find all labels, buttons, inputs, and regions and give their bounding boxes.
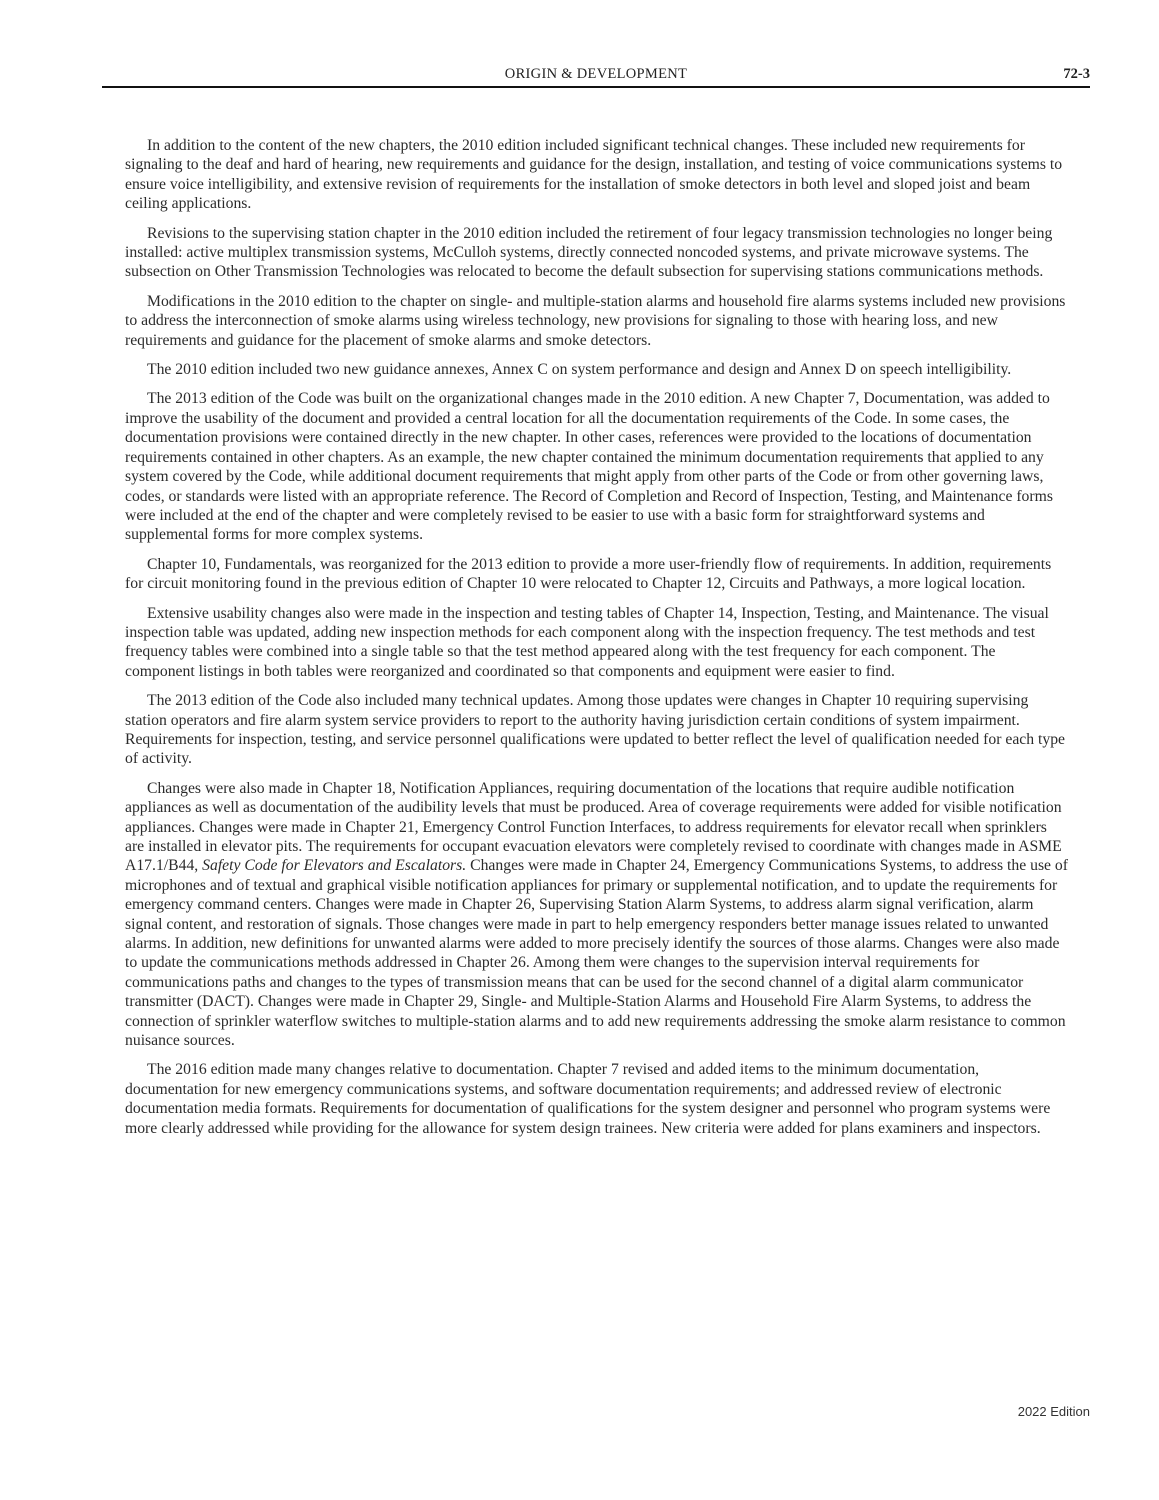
paragraph: The 2016 edition made many changes relative to documentation. Chapter 7 revised and added items to the minimum documentation, documentation for new emergency communications systems, and software documentation requirements; and addressed review of electronic documentation media formats. Requirements for documentation of qualifications for the system designer and personnel who program systems were more clearly addressed while providing for the allowance for system design trainees. New criteria were added for plans examiners and inspectors. xyxy=(125,1061,1051,1137)
running-header xyxy=(102,66,1090,88)
paragraph-text: Changes were also made in Chapter 18, Notification Appliances, requiring documentation of the locations that require audible notification appliances as well as documentation of the audibility levels that must be produced. Area of coverage requirements were added for visible notification appliances. Changes were made in Chapter 21, Emergency Control Function Interfaces, to address requirements for elevator recall when sprinklers are installed in elevator pits. The requirements for occupant evacuation elevators were completely revised to coordinate with changes made in ASME A17.1/B44, xyxy=(125,779,1062,875)
header-title: ORIGIN & DEVELOPMENT xyxy=(504,66,688,82)
paragraph: Chapter 10, Fundamentals, was reorganized for the 2013 edition to provide a more user-friendly flow of requirements. In addition, requirements for circuit monitoring found in the previous edition of Chapter 10 were relocated to Chapter 12, Circuits and Pathways, a more logical location. xyxy=(125,555,1052,593)
paragraph-text: Changes were made in Chapter 24, Emergency Communications Systems, to address the use of microphones and of textual and graphical visible notification appliances for primary or supplemental notification, and to update the requirements for emergency command centers. Changes were made in Chapter 26, Supervising Station Alarm Systems, to address alarm signal verification, alarm signal content, and restoration of signals. Those changes were made in part to help emergency responders better manage issues related to unwanted alarms. In addition, new definitions for unwanted alarms were added to more precisely identify the sources of those alarms. Changes were also made to update the communications methods addressed in Chapter 26. Among them were changes to the supervision interval requirements for communications paths and changes to the types of transmission means that can be used for the second channel of a digital alarm communicator transmitter (DACT). Changes were made in Chapter 29, Single- and Multiple-Station Alarms and Household Fire Alarm Systems, to address the connection of sprinkler waterflow switches to multiple-station alarms and to add new requirements addressing the smoke alarm resistance to common nuisance sources. xyxy=(125,857,1068,1050)
paragraph-chapter-changes xyxy=(125,779,1069,1051)
edition-footer: 2022 Edition xyxy=(1017,1404,1090,1419)
standard-title: Safety Code for Elevators and Escalators. xyxy=(202,857,467,875)
paragraph: Revisions to the supervising station chapter in the 2010 edition included the retirement of four legacy transmission technologies no longer being installed: active multiplex transmission systems, McCulloh systems, directly connected noncoded systems, and private microwave systems. The subsection on Other Transmission Technologies was relocated to become the default subsection for supervising stations communications methods. xyxy=(125,224,1053,281)
paragraph: In addition to the content of the new chapters, the 2010 edition included significant technical changes. These included new requirements for signaling to the deaf and hard of hearing, new requirements and guidance for the design, installation, and testing of voice communications systems to ensure voice intelligibility, and extensive revision of requirements for the installation of smoke detectors in both level and sloped joist and beam ceiling applications. xyxy=(125,137,1063,213)
paragraph: The 2013 edition of the Code was built on the organizational changes made in the 2010 edition. A new Chapter 7, Documentation, was added to improve the usability of the document and provided a central location for all the documentation requirements of the Code. In some cases, the documentation provisions were contained directly in the new chapter. In other cases, references were provided to the locations of documentation requirements contained in other chapters. As an example, the new chapter contained the minimum documentation requirements that applied to any system covered by the Code, while additional document requirements that might apply from other parts of the Code or from other governing laws, codes, or standards were listed with an appropriate reference. The Record of Completion and Record of Inspection, Testing, and Maintenance forms were included at the end of the chapter and were completely revised to be easier to use with a basic form for straightforward systems and supplemental forms for more complex systems. xyxy=(125,390,1053,544)
page-number: 72-3 xyxy=(1063,66,1090,82)
paragraph: The 2010 edition included two new guidance annexes, Annex C on system performance and design and Annex D on speech intelligibility. xyxy=(147,361,1012,379)
paragraph: The 2013 edition of the Code also included many technical updates. Among those updates were changes in Chapter 10 requiring supervising station operators and fire alarm system service providers to report to the authority having jurisdiction certain conditions of system impairment. Requirements for inspection, testing, and service personnel qualifications were updated to better reflect the level of qualification needed for each type of activity. xyxy=(125,692,1066,768)
body-text xyxy=(125,136,1069,1148)
paragraph: Extensive usability changes also were made in the inspection and testing tables of Chapter 14, Inspection, Testing, and Maintenance. The visual inspection table was updated, adding new inspection methods for each component along with the inspection frequency. The test methods and test frequency tables were combined into a single table so that the test method appeared along with the test frequency for each component. The component listings in both tables were reorganized and coordinated so that components and equipment were easier to find. xyxy=(125,604,1049,680)
paragraph: Modifications in the 2010 edition to the chapter on single- and multiple-station alarms and household fire alarms systems included new provisions to address the interconnection of smoke alarms using wireless technology, new provisions for signaling to those with hearing loss, and new requirements and guidance for the placement of smoke alarms and smoke detectors. xyxy=(125,292,1066,349)
